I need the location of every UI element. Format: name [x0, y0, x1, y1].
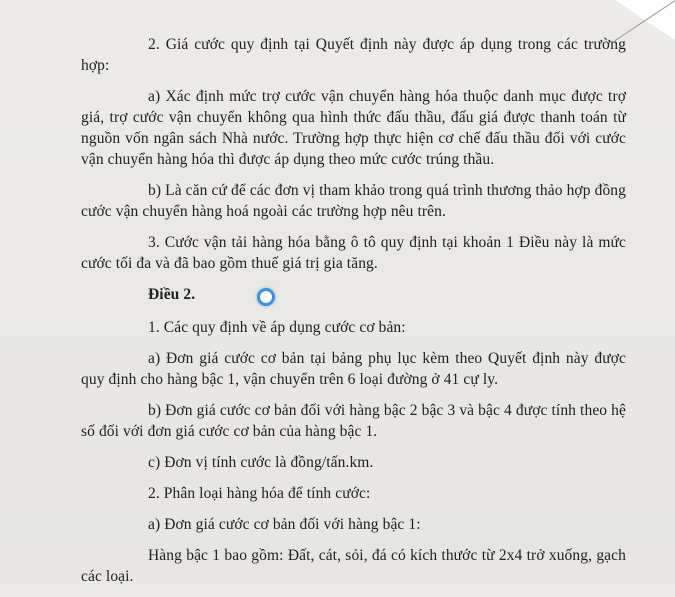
paragraph: 1. Các quy định về áp dụng cước cơ bản:: [148, 319, 406, 336]
paragraph: 3. Cước vận tải hàng hóa bằng ô tô quy định tại khoản 1 Điều này là mức cước tối đa và đã bao gồm thuế giá trị gia tăng.: [81, 234, 626, 272]
paragraph: Hàng bậc 1 bao gồm: Đất, cát, sỏi, đá có kích thước từ 2x4 trở xuống, gạch các loại.: [81, 547, 626, 585]
paragraph: b) Là căn cứ để các đơn vị tham khảo trong quá trình thương thảo hợp đồng cước vận chuyển hàng hoá ngoài các trường hợp nêu trên.: [81, 182, 626, 220]
paragraph: c) Đơn vị tính cước là đồng/tấn.km.: [148, 454, 374, 471]
paragraph: a) Đơn giá cước cơ bản tại bảng phụ lục kèm theo Quyết định này được quy định cho hàng bậc 1, vận chuyển trên 6 loại đường ở 41 cự ly.: [81, 350, 626, 388]
paragraph: 2. Phân loại hàng hóa để tính cước:: [148, 485, 371, 502]
cursor-ring-icon: [257, 288, 275, 306]
document-body: [81, 34, 626, 597]
article-heading: Điều 2.: [148, 286, 196, 303]
paragraph: a) Đơn giá cước cơ bản đối với hàng bậc 1:: [148, 516, 421, 533]
paragraph: a) Xác định mức trợ cước vận chuyển hàng hóa thuộc danh mục được trợ giá, trợ cước vận chuyển không qua hình thức đấu thầu, đấu giá được thanh toán từ nguồn vốn ngân sách Nhà nước. Trường hợp thực hiện cơ chế đấu thầu đối với cước vận chuyển hàng hóa thì được áp dụng theo mức cước trúng thầu.: [81, 88, 626, 168]
paragraph: b) Đơn giá cước cơ bản đối với hàng bậc 2 bậc 3 và bậc 4 được tính theo hệ số đối với đơn giá cước cơ bản của hàng bậc 1.: [81, 402, 626, 440]
paragraph: 2. Giá cước quy định tại Quyết định này được áp dụng trong các trường hợp:: [81, 36, 626, 74]
